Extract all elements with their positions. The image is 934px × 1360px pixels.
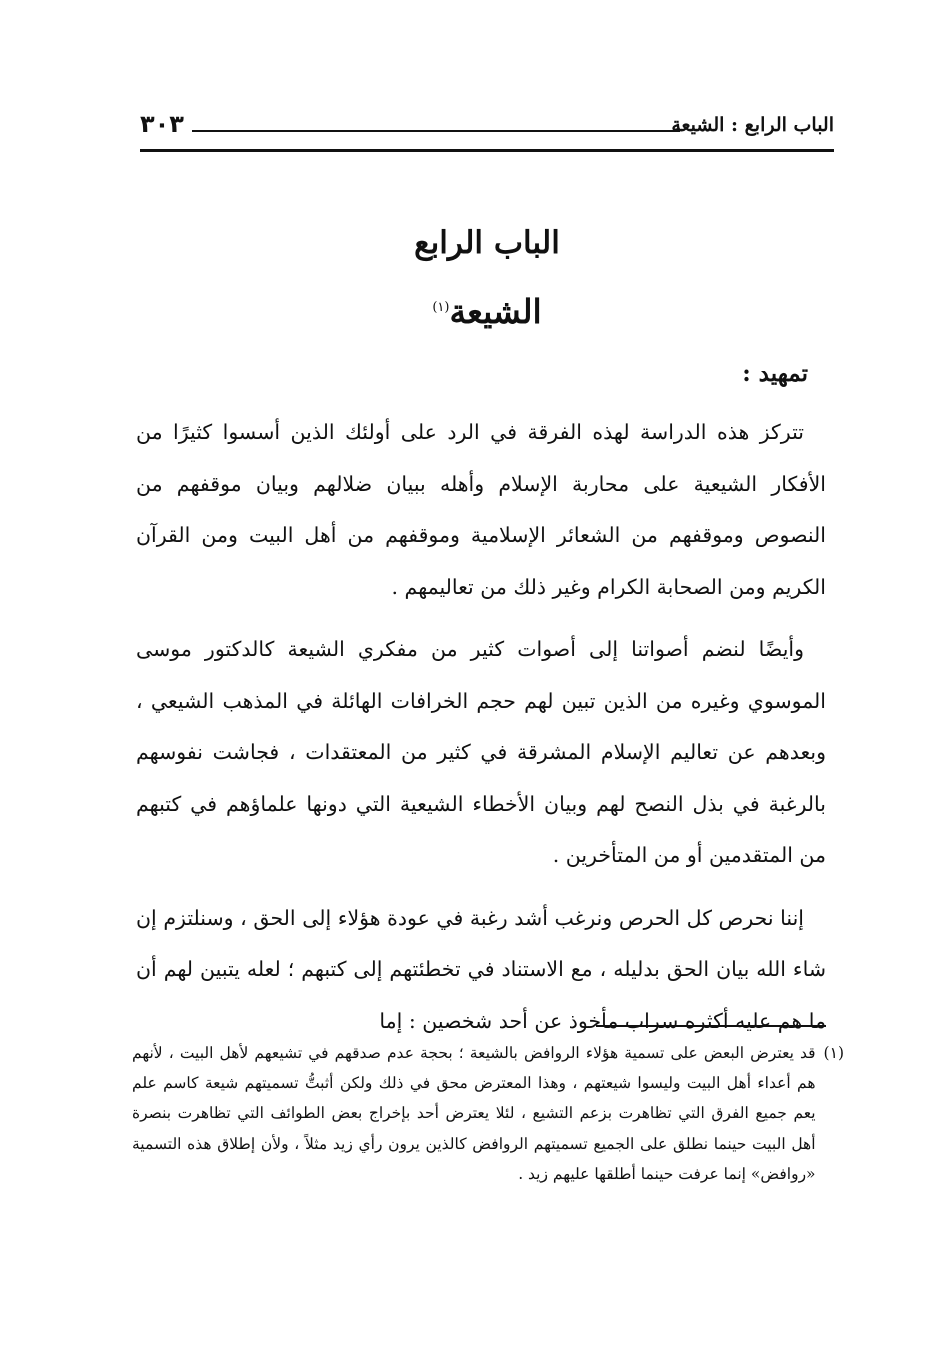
chapter-title: الباب الرابع [414,225,560,261]
paragraph-3: إننا نحرص كل الحرص ونرغب أشد رغبة في عودة هؤلاء إلى الحق ، وسنلتزم إن شاء الله بيان الحق بدليله ، مع الاستناد في تخطئتهم إلى كتبهم ؛ لعله يتبين لهم أن ما هم عليه أكثره سراب مأخوذ عن أحد شخصين : إما [136,905,826,1033]
intro-heading: تمهيد : [742,360,808,387]
paragraph-2: وأيضًا لنضم أصواتنا إلى أصوات كثير من مفكري الشيعة كالدكتور موسى الموسوي وغيره من الذين تبين لهم حجم الخرافات الهائلة في المذهب الشيعي ، وبعدهم عن تعاليم الإسلام المشرقة في كثير من المعتقدات ، فجاشت نفوسهم بالرغبة في بذل النصح لهم وبيان الأخطاء الشيعية التي دونها علماؤهم في كتبهم من المتقدمين أو من المتأخرين . [136,637,826,867]
footnote [132,1038,844,1189]
header-line [192,130,680,132]
footnote-reference: (١) [432,300,450,315]
section-title-text: الشيعة [449,292,542,331]
footnote-marker: (١) [823,1044,844,1062]
paragraph-1: تتركز هذه الدراسة لهذه الفرقة في الرد على أولئك الذين أسسوا كثيرًا من الأفكار الشيعية على محاربة الإسلام وأهله ببيان ضلالهم وبيان موقفهم من النصوص وموقفهم من الشعائر الإسلامية وموقفهم من أهل البيت ومن القرآن الكريم ومن الصحابة الكرام وغير ذلك من تعاليمهم . [136,420,826,599]
running-title: الباب الرابع : الشيعة [671,114,834,136]
section-title [140,292,834,331]
footnote-text: قد يعترض البعض على تسمية هؤلاء الروافض بالشيعة ؛ بحجة عدم صدقهم في تشيعهم لأهل البيت ، لأنهم هم أعداء أهل البيت وليسوا شيعتهم ، وهذا المعترض محق في ذلك ولكن أثبتُّ تسميتهم شيعة كاسم علم يعم جميع الفرق التي تظاهرت بزعم التشيع ، لئلا يعترض أحد بإخراج بعض الطوائف التي تظاهرت بنصرة أهل البيت حينما نطلق على الجميع تسميتهم الروافض كالذين يرون رأي زيد مثلاً ، ولأن إطلاق هذه التسمية «روافض» إنما عرفت حينما أطلقها عليهم زيد . [132,1044,816,1183]
page-number: ٣٠٣ [140,110,184,138]
footnote-separator [596,1025,826,1027]
running-header [140,108,834,148]
body-text [136,407,826,1058]
header-rule [140,149,834,152]
